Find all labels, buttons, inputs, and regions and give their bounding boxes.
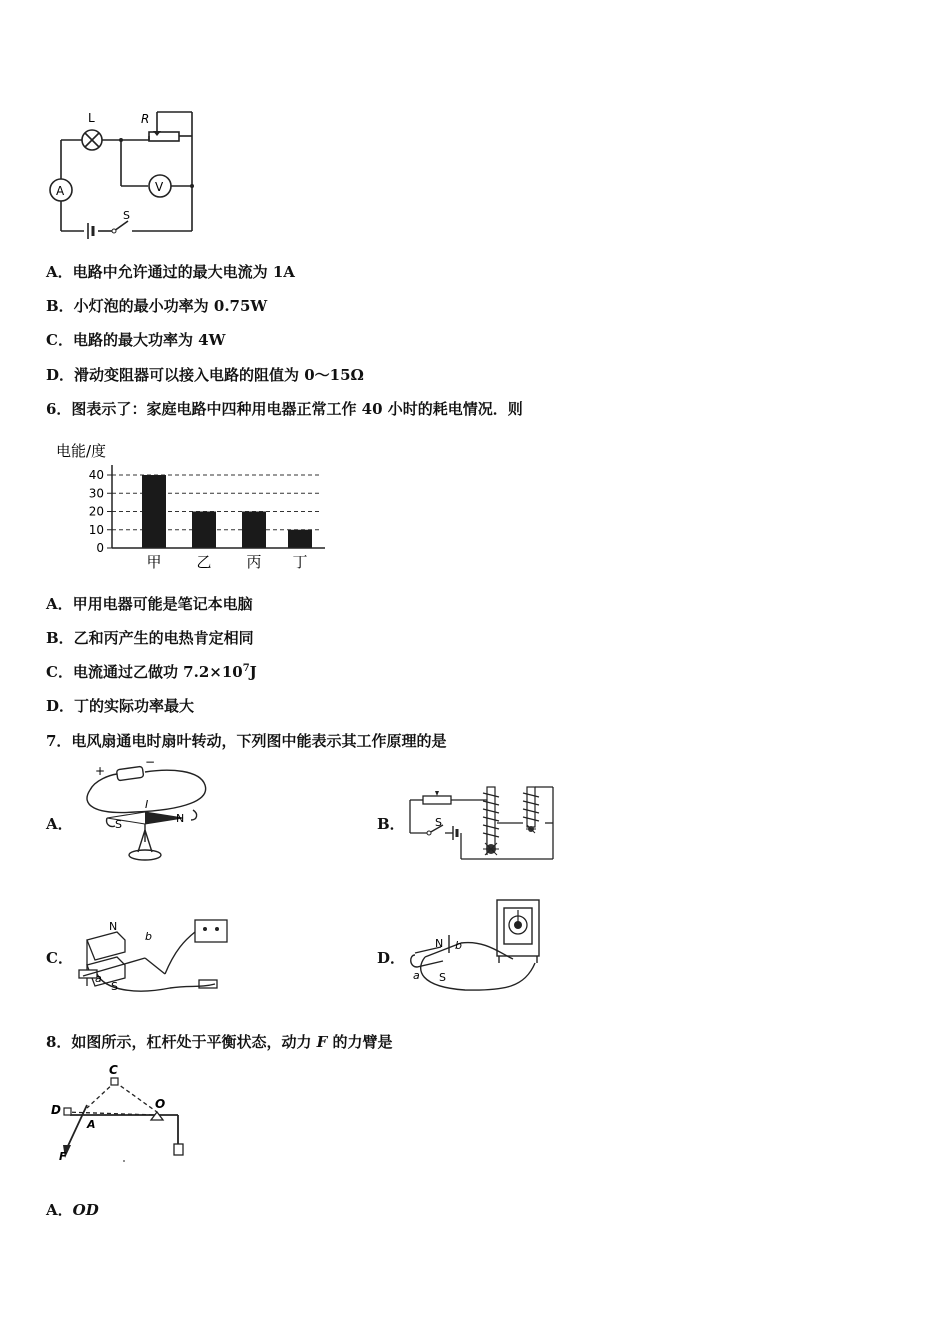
fig-b-switch: S <box>435 816 442 829</box>
rheostat-label: R <box>141 112 150 126</box>
q8-lever-diagram <box>45 1060 205 1170</box>
q7-option-a-label: A． <box>46 815 73 833</box>
q8-option-a-prefix: A． <box>46 1201 73 1219</box>
fig-a-current: I <box>145 798 149 811</box>
chart-xtick-label: 丙 <box>246 553 262 571</box>
q6-option-d: D．丁的实际功率最大 <box>46 697 195 715</box>
fig-c-north: N <box>109 920 118 933</box>
chart-xtick-label: 丁 <box>292 553 308 571</box>
lever-label-a: A <box>87 1118 96 1131</box>
q5-option-d: D．滑动变阻器可以接入电路的阻值为 0～15Ω <box>46 366 364 384</box>
chart-bar <box>192 512 216 549</box>
fig-c-south: S <box>111 980 118 993</box>
q8-stem <box>46 1031 393 1052</box>
fig-d-b: b <box>455 939 462 952</box>
q8-stem-prefix: 8．如图所示，杠杆处于平衡状态，动力 <box>46 1033 317 1051</box>
q7-option-b-label: B． <box>377 815 405 833</box>
chart-bar <box>242 512 266 549</box>
fig-c-b: b <box>145 930 152 943</box>
lever-label-f: F <box>59 1150 67 1163</box>
chart-ytick-label: 0 <box>96 541 104 555</box>
voltmeter-label: V <box>155 180 164 194</box>
fig-d-south: S <box>439 971 446 984</box>
q7-option-d-label: D． <box>377 949 406 967</box>
q6-option-b: B．乙和丙产生的电热肯定相同 <box>46 629 254 647</box>
q6-stem: 6．图表示了：家庭电路中四种用电器正常工作 40 小时的耗电情况．则 <box>46 400 523 418</box>
q8-stem-suffix: 的力臂是 <box>327 1033 393 1051</box>
fig-a-plus: + <box>95 764 106 778</box>
q5-option-a: A．电路中允许通过的最大电流为 1A <box>46 263 295 281</box>
q5-option-b: B．小灯泡的最小功率为 0.75W <box>46 297 268 315</box>
lever-label-o: O <box>155 1097 166 1111</box>
q7-fig-d-galvanometer <box>405 895 555 1000</box>
q7-stem: 7．电风扇通电时扇叶转动，下列图中能表示其工作原理的是 <box>46 732 447 750</box>
chart-ytick-label: 10 <box>88 522 104 537</box>
chart-bar <box>288 530 312 548</box>
fig-a-north: N <box>176 812 185 825</box>
chart-ytick-label: 30 <box>88 486 104 501</box>
q5-circuit-diagram <box>40 105 210 245</box>
lever-label-c: C <box>109 1063 118 1077</box>
q7-fig-b-electromagnets <box>405 775 560 870</box>
q6-option-a: A．甲用电器可能是笔记本电脑 <box>46 595 253 613</box>
q5-option-c: C．电路的最大功率为 4W <box>46 331 226 349</box>
lever-label-d: D <box>51 1103 61 1117</box>
chart-xtick-label: 甲 <box>146 553 162 571</box>
fig-a-minus: − <box>145 760 156 769</box>
chart-ylabel: 电能/度 <box>56 442 107 460</box>
fig-d-north: N <box>435 937 444 950</box>
q8-option-a-value: OD <box>72 1201 99 1219</box>
q6-option-c-unit: J <box>249 663 257 681</box>
q6-option-c-exponent: 7 <box>242 663 250 674</box>
q8-option-a <box>46 1199 99 1220</box>
fig-a-south: S <box>115 818 122 831</box>
fig-c-a: a <box>95 972 102 985</box>
ammeter-label: A <box>56 184 65 198</box>
q7-fig-a-compass-under-wire <box>75 760 215 865</box>
switch-label: S <box>123 209 130 222</box>
fig-d-a: a <box>413 969 420 982</box>
lamp-label: L <box>88 111 95 125</box>
chart-ytick-label: 20 <box>88 504 104 519</box>
q6-option-c-text: C．电流通过乙做功 7.2×10 <box>46 663 243 681</box>
q6-bar-chart <box>50 435 340 575</box>
chart-bar <box>142 475 166 548</box>
chart-xtick-label: 乙 <box>196 553 212 571</box>
q8-stem-var: F <box>316 1033 328 1051</box>
q6-option-c <box>46 661 257 682</box>
chart-ytick-label: 40 <box>88 468 104 482</box>
q7-fig-c-motor-principle <box>75 910 235 1005</box>
q7-option-c-label: C． <box>46 949 73 967</box>
